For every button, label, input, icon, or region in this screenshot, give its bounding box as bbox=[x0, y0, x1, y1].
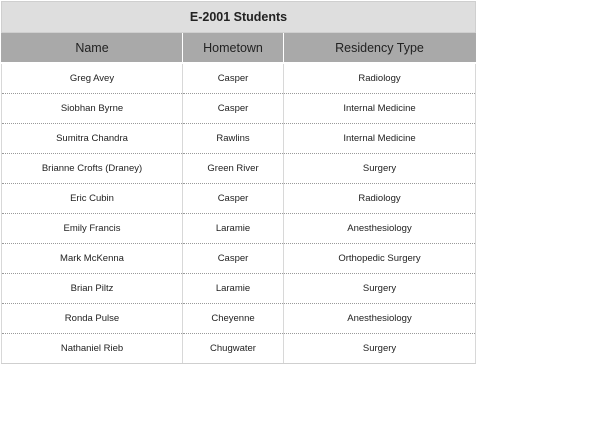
residency-type-cell: Anesthesiology bbox=[284, 304, 476, 334]
table-row bbox=[2, 63, 476, 94]
table-row bbox=[2, 274, 476, 304]
hometown-cell: Green River bbox=[183, 154, 284, 184]
student-name-cell: Emily Francis bbox=[2, 214, 183, 244]
hometown-cell: Cheyenne bbox=[183, 304, 284, 334]
student-name-cell: Mark McKenna bbox=[2, 244, 183, 274]
residency-type-cell: Anesthesiology bbox=[284, 214, 476, 244]
hometown-cell: Casper bbox=[183, 184, 284, 214]
table-row bbox=[2, 304, 476, 334]
hometown-cell: Laramie bbox=[183, 214, 284, 244]
table-row bbox=[2, 94, 476, 124]
table-row bbox=[2, 334, 476, 364]
hometown-cell: Chugwater bbox=[183, 334, 284, 364]
table-row bbox=[2, 184, 476, 214]
title-row bbox=[2, 2, 476, 33]
student-name-cell: Ronda Pulse bbox=[2, 304, 183, 334]
student-name-cell: Sumitra Chandra bbox=[2, 124, 183, 154]
residency-type-cell: Surgery bbox=[284, 154, 476, 184]
table-row bbox=[2, 154, 476, 184]
student-name-cell: Brian Piltz bbox=[2, 274, 183, 304]
residency-type-cell: Surgery bbox=[284, 274, 476, 304]
hometown-cell: Rawlins bbox=[183, 124, 284, 154]
residency-type-cell: Internal Medicine bbox=[284, 94, 476, 124]
student-name-cell: Siobhan Byrne bbox=[2, 94, 183, 124]
student-name-cell: Brianne Crofts (Draney) bbox=[2, 154, 183, 184]
table-row bbox=[2, 124, 476, 154]
residency-type-cell: Radiology bbox=[284, 63, 476, 94]
table-title: E-2001 Students bbox=[2, 2, 476, 33]
residency-type-cell: Orthopedic Surgery bbox=[284, 244, 476, 274]
students-table bbox=[1, 1, 476, 364]
residency-column-header: Residency Type bbox=[284, 33, 476, 64]
table-row bbox=[2, 244, 476, 274]
hometown-cell: Laramie bbox=[183, 274, 284, 304]
student-name-cell: Nathaniel Rieb bbox=[2, 334, 183, 364]
name-column-header: Name bbox=[2, 33, 183, 64]
hometown-column-header: Hometown bbox=[183, 33, 284, 64]
table-row bbox=[2, 214, 476, 244]
residency-type-cell: Internal Medicine bbox=[284, 124, 476, 154]
hometown-cell: Casper bbox=[183, 63, 284, 94]
header-row bbox=[2, 33, 476, 64]
residency-type-cell: Radiology bbox=[284, 184, 476, 214]
hometown-cell: Casper bbox=[183, 244, 284, 274]
student-name-cell: Eric Cubin bbox=[2, 184, 183, 214]
hometown-cell: Casper bbox=[183, 94, 284, 124]
student-name-cell: Greg Avey bbox=[2, 63, 183, 94]
residency-type-cell: Surgery bbox=[284, 334, 476, 364]
